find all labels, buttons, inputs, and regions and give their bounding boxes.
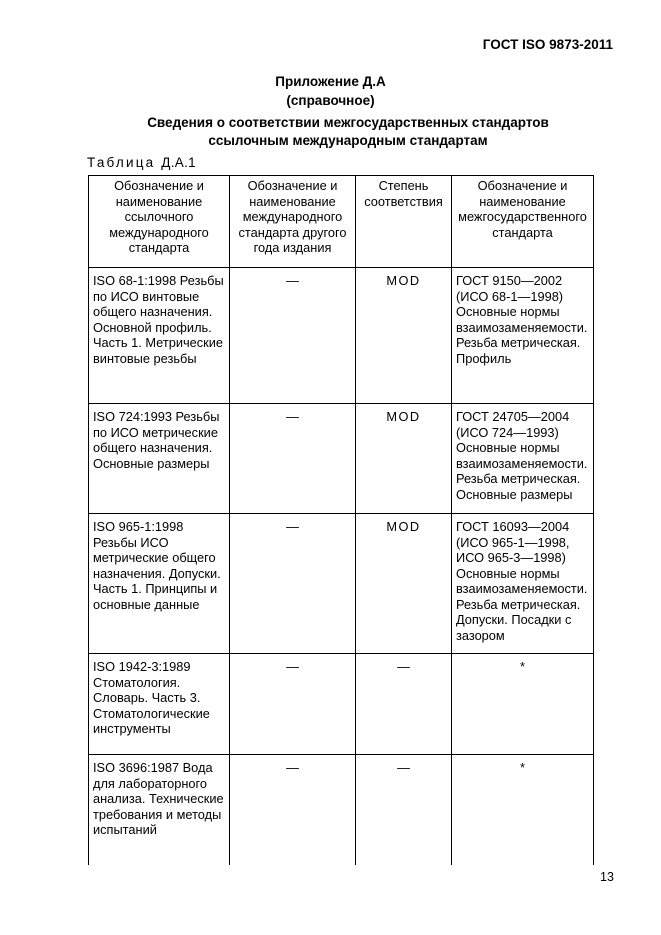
header-other-year-standard: Обозначение и наименование международного стандарта другого года издания	[230, 176, 356, 268]
ref-standard-cell: ISO 1942-3:1989 Стоматология. Словарь. Часть 3. Стоматологические инструменты	[89, 654, 230, 755]
interstate-standard-cell: ГОСТ 16093—2004 (ИСО 965-1—1998, ИСО 965-3—1998) Основные нормы взаимозаменяемости. Резьба метрическая. Допуски. Посадки с зазором	[452, 514, 594, 654]
table-row	[89, 514, 594, 654]
ref-standard-cell: ISO 68-1:1998 Резьбы по ИСО винтовые общего назначения. Основной профиль. Часть 1. Метрические винтовые резьбы	[89, 268, 230, 404]
other-year-cell: —	[230, 268, 356, 404]
header-ref-standard: Обозначение и наименование ссылочного международного стандарта	[89, 176, 230, 268]
appendix-subtitle: (справочное)	[286, 93, 375, 108]
table-row	[89, 755, 594, 865]
degree-cell: —	[356, 755, 452, 865]
table-row	[89, 268, 594, 404]
degree-cell: MOD	[356, 514, 452, 654]
ref-standard-cell: ISO 965-1:1998 Резьбы ИСО метрические общего назначения. Допуски. Часть 1. Принципы и основные данные	[89, 514, 230, 654]
other-year-cell: —	[230, 755, 356, 865]
table-caption-number: Д.А.1	[161, 155, 196, 170]
interstate-standard-cell: ГОСТ 9150—2002 (ИСО 68-1—1998) Основные нормы взаимозаменяемости. Резьба метрическая. Профиль	[452, 268, 594, 404]
degree-cell: MOD	[356, 404, 452, 514]
page-number: 13	[600, 870, 614, 884]
interstate-standard-cell: ГОСТ 24705—2004 (ИСО 724—1993) Основные нормы взаимозаменяемости. Резьба метрическая. Основные размеры	[452, 404, 594, 514]
header-degree: Степень соответствия	[356, 176, 452, 268]
header-interstate-standard: Обозначение и наименование межгосударственного стандарта	[452, 176, 594, 268]
other-year-cell: —	[230, 654, 356, 755]
other-year-cell: —	[230, 514, 356, 654]
document-id: ГОСТ ISO 9873-2011	[482, 37, 613, 52]
degree-cell: —	[356, 654, 452, 755]
section-heading: Сведения о соответствии межгосударственных стандартов ссылочным международным стандартам	[147, 115, 549, 148]
table-caption	[87, 155, 196, 170]
table-row	[89, 404, 594, 514]
degree-cell: MOD	[356, 268, 452, 404]
ref-standard-cell: ISO 3696:1987 Вода для лабораторного анализа. Технические требования и методы испытаний	[89, 755, 230, 865]
appendix-title: Приложение Д.А	[275, 74, 386, 89]
interstate-standard-cell: *	[452, 654, 594, 755]
ref-standard-cell: ISO 724:1993 Резьбы по ИСО метрические общего назначения. Основные размеры	[89, 404, 230, 514]
table-header-row	[89, 176, 594, 268]
table-caption-label: Таблица	[87, 155, 156, 170]
standards-table	[88, 175, 594, 865]
interstate-standard-cell: *	[452, 755, 594, 865]
table-row	[89, 654, 594, 755]
other-year-cell: —	[230, 404, 356, 514]
appendix-title-block	[0, 72, 661, 110]
